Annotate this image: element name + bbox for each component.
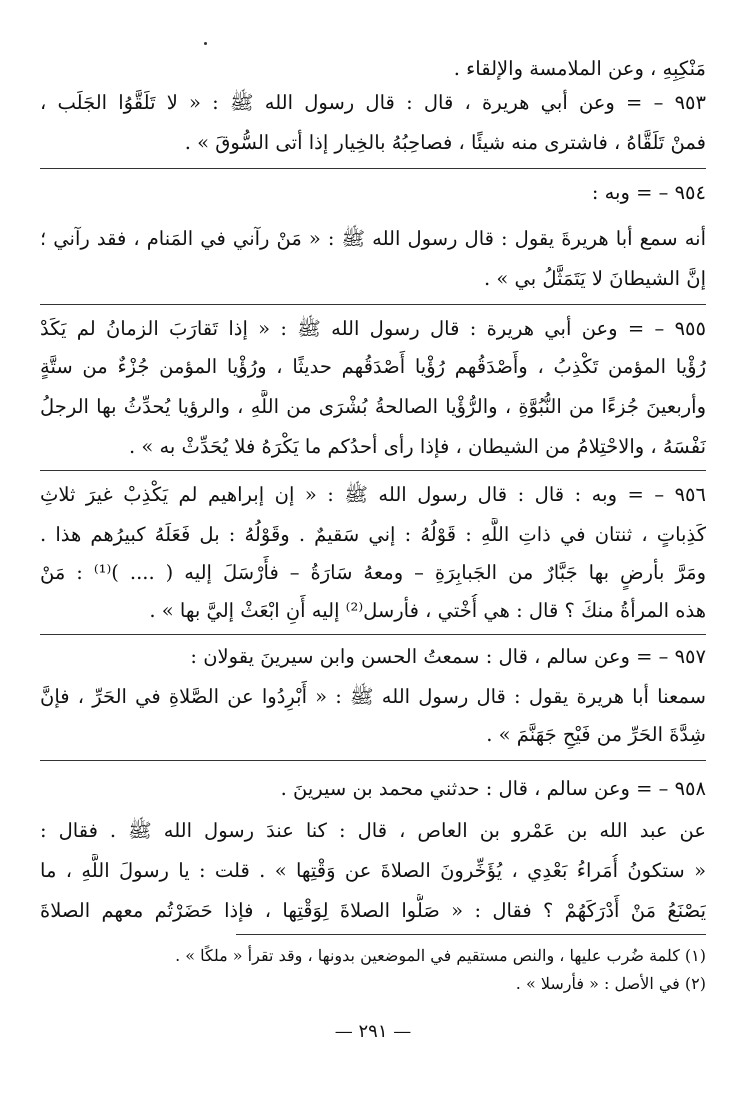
separator — [40, 304, 706, 305]
text-line: نَفْسَهُ ، والاحْتِلامُ من الشيطان ، فإذا رأى أحدُكم ما يَكْرَهُ فلا يُحَدِّثْ به » . — [128, 435, 706, 458]
text-line: رُؤْيا المؤمن تَكْذِبُ ، وأَصْدَقُهم رُؤْيا أَصْدَقُهم حديثًا ، ورُؤْيا المؤمن جُزْءٌ من ستَّةٍ — [40, 355, 706, 378]
separator — [40, 168, 706, 169]
hadith-955-header: ٩٥٥ – = وعن أبي هريرة : قال رسول الله ﷺ : « إذا تَقارَبَ الزمانُ لم يَكَدْ — [40, 317, 706, 340]
text-line: « ستكونُ أُمَراءُ بَعْدِي ، يُؤَخِّرونَ الصلاةَ عن وَقْتِها » . قلت : يا رسولَ اللَّهِ ، ما — [40, 859, 706, 882]
footnote-1: (١) كلمة ضُرب عليها ، والنص مستقيم في الموضعين بدونها ، وقد تقرأ « ملكًا » . — [175, 946, 706, 965]
page-number: — ٢٩١ — — [334, 1021, 412, 1042]
hadith-954-header: ٩٥٤ – = وبه : — [591, 181, 706, 204]
text-line: أنه سمع أبا هريرةَ يقول : قال رسول الله ﷺ : « مَنْ رآني في المَنام ، فقد رآني ؛ — [40, 227, 706, 250]
hadith-957-header: ٩٥٧ – = وعن سالم ، قال : سمعتُ الحسن وابن سيرينَ يقولان : — [190, 645, 706, 668]
hadith-953-header: ٩٥٣ – = وعن أبي هريرة ، قال : قال رسول الله ﷺ : « لا تَلَقَّوُا الجَلَب ، — [40, 91, 706, 114]
text-line: يَصْنَعُ مَنْ أَدْرَكَهُمْ ؟ فقال : « صَلُّوا الصلاةَ لِوَقْتِها ، فإذا حَضَرْتُم معهم الصلاةَ — [40, 899, 706, 922]
text-line: وأربعينَ جُزءًا من النُّبُوَّةِ ، والرُّؤْيا الصالحةُ بُشْرَى من اللَّهِ ، والرؤيا يُحدِّثُ بها الرجلُ — [40, 395, 706, 418]
separator — [40, 634, 706, 635]
separator — [40, 470, 706, 471]
footnote-separator — [236, 934, 706, 935]
text-line: عن عبد الله بن عَمْرو بن العاص ، قال : كنا عندَ رسول الله ﷺ . فقال : — [40, 819, 706, 842]
text-line: ومَرَّ بأرضٍ بها جَبَّارٌ من الجَبابِرَةِ – ومعهُ سَارَةُ – فأَرْسَلَ إليه ( .... )⁽¹⁾ : مَنْ — [40, 561, 706, 584]
hadith-956-header: ٩٥٦ – = وبه : قال : قال رسول الله ﷺ : « إن إبراهيم لم يَكْذِبْ غيرَ ثلاثِ — [40, 483, 706, 506]
footnote-2: (٢) في الأصل : « فأرسلا » . — [515, 974, 706, 993]
text-line: سمعنا أبا هريرة يقول : قال رسول الله ﷺ : « أَبْرِدُوا عن الصَّلاةِ في الحَرِّ ، فإنَّ — [40, 685, 706, 708]
text-line: كَذِباتٍ ، ثنتان في ذاتِ اللَّهِ : قَوْلُهُ : إني سَقيمٌ . وقَوْلُهُ : بل فَعَلَهُ كبيرُهم هذا . — [40, 523, 706, 546]
text-line: هذه المرأةُ منكَ ؟ قال : هي أُخْتي ، فأرسل⁽²⁾ إليه أَنِ ابْعَثْ إليَّ بها » . — [149, 599, 706, 622]
text-line: مَنْكِبِهِ ، وعن الملامسة والإلقاء . — [453, 57, 706, 80]
separator — [40, 760, 706, 761]
text-line: شِدَّةَ الحَرِّ من فَيْحِ جَهَنَّمَ » . — [486, 723, 706, 746]
text-line: فمنْ تَلَقَّاهُ ، فاشترى منه شيئًا ، فصاحِبُهُ بالخِيار إذا أتى السُّوقَ » . — [184, 131, 706, 154]
text-line: إنَّ الشيطانَ لا يَتَمَثَّلُ بي » . — [484, 267, 706, 290]
book-page — [40, 44, 706, 1054]
hadith-958-header: ٩٥٨ – = وعن سالم ، قال : حدثني محمد بن سيرينَ . — [280, 777, 706, 800]
